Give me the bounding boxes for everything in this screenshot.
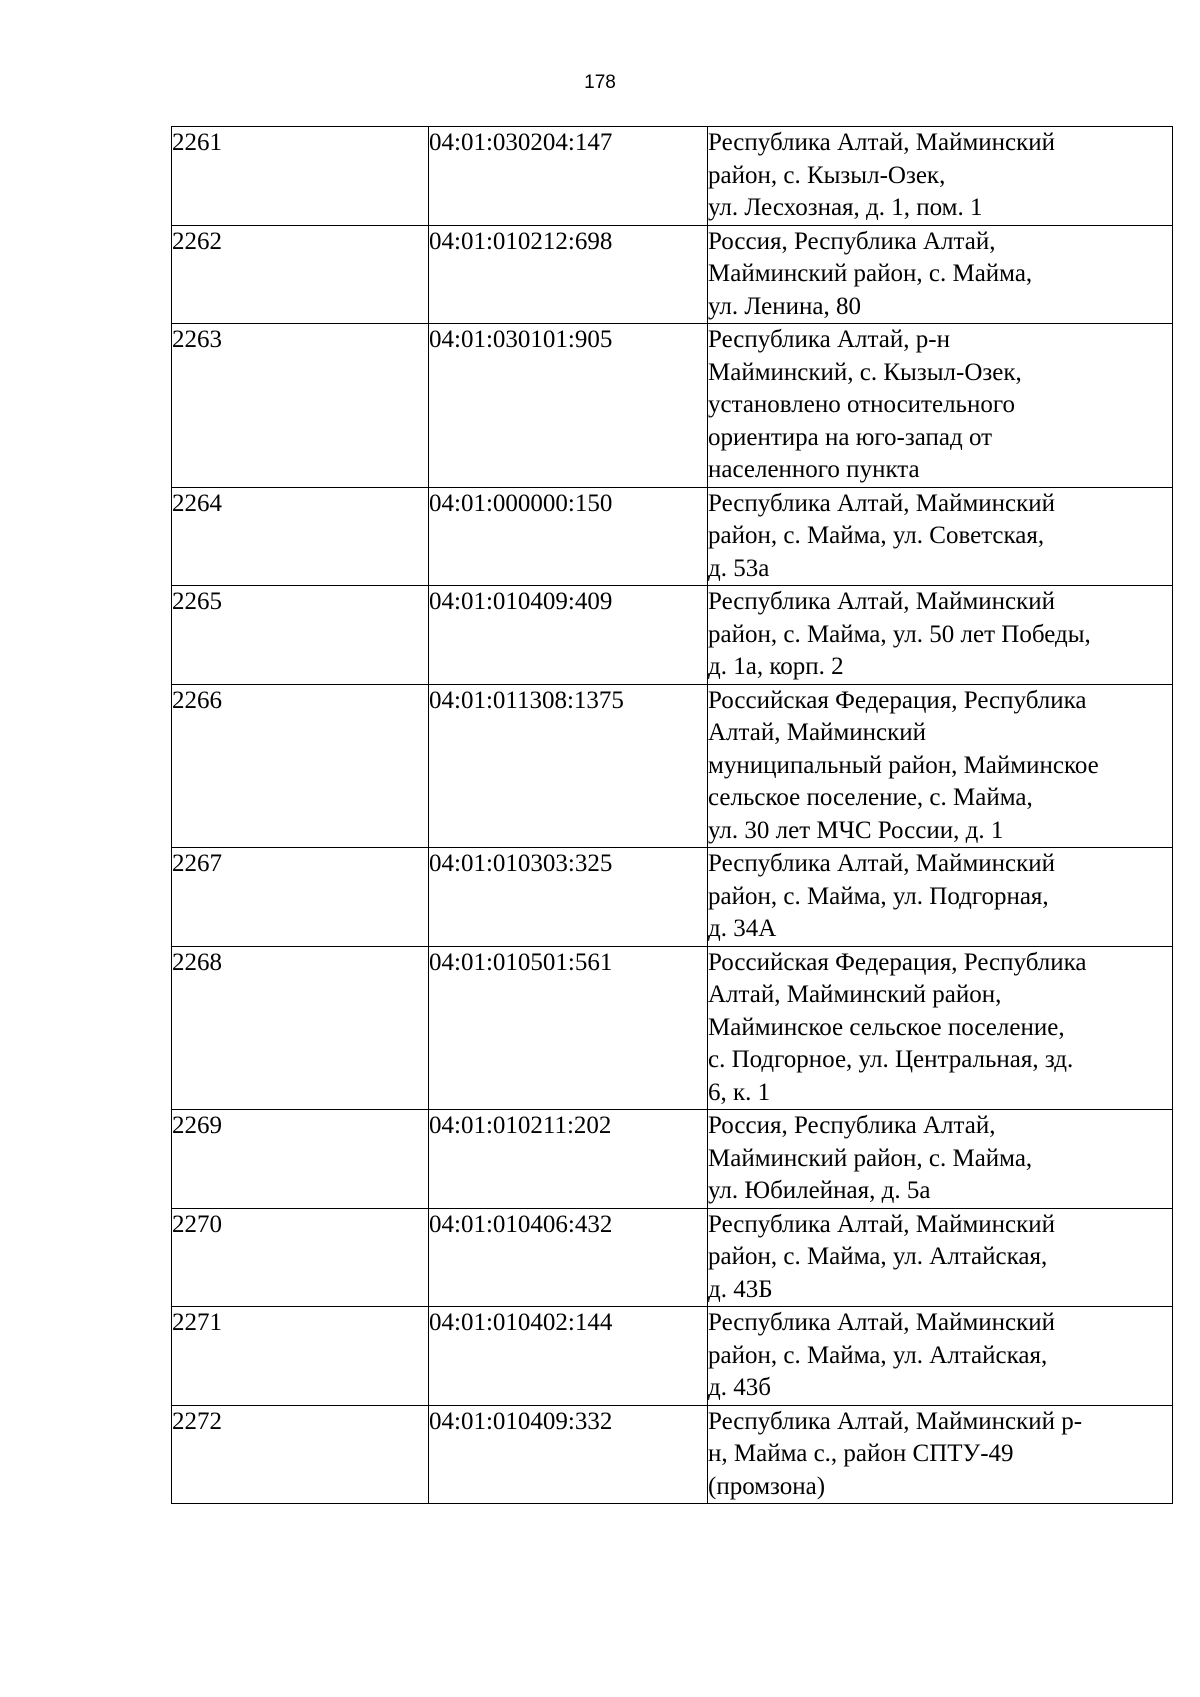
table-row [172, 127, 1173, 226]
address-line: 6, к. 1 [708, 1078, 771, 1106]
row-number-cell: 2269 [172, 1110, 429, 1209]
address-line: Республика Алтай, Майминский [708, 1210, 1056, 1238]
address-line: район, с. Кызыл-Озек, [708, 161, 946, 189]
address-line: с. Подгорное, ул. Центральная, зд. [708, 1046, 1074, 1073]
address-line: Россия, Республика Алтай, [708, 1112, 996, 1139]
property-registry-table [171, 126, 1173, 1504]
address-line: (промзона) [708, 1472, 826, 1500]
address-line: населенного пункта [708, 456, 920, 483]
cadastral-number-cell: 04:01:000000:150 [429, 487, 708, 586]
address-line: Республика Алтай, Майминский [708, 1309, 1056, 1336]
address-line: д. 43Б [708, 1275, 773, 1303]
address-line: Российская Федерация, Республика [708, 686, 1087, 714]
address-line: район, с. Майма, ул. 50 лет Победы, [708, 620, 1091, 648]
address-line: Майминское сельское поселение, [708, 1013, 1065, 1041]
address-line: Республика Алтай, р-н [708, 326, 950, 353]
address-cell [708, 127, 1173, 226]
row-number-cell: 2266 [172, 684, 429, 848]
address-line: муниципальный район, Майминское [708, 751, 1099, 779]
row-number-cell: 2261 [172, 127, 429, 226]
address-cell [708, 586, 1173, 685]
cadastral-number-cell: 04:01:010402:144 [429, 1307, 708, 1406]
table-row [172, 848, 1173, 947]
address-line: Республика Алтай, Майминский [708, 129, 1056, 156]
cadastral-number-cell: 04:01:010211:202 [429, 1110, 708, 1209]
address-line: Алтай, Майминский район, [708, 981, 1002, 1008]
address-line: ориентира на юго-запад от [708, 423, 993, 451]
address-line: д. 43б [708, 1374, 771, 1401]
cadastral-number-cell: 04:01:010212:698 [429, 225, 708, 324]
row-number-cell: 2272 [172, 1405, 429, 1504]
registry-table-body [172, 127, 1173, 1504]
table-row [172, 946, 1173, 1110]
address-cell [708, 684, 1173, 848]
address-line: Россия, Республика Алтай, [708, 227, 996, 255]
table-row [172, 1110, 1173, 1209]
address-line: д. 53а [708, 554, 770, 582]
table-row [172, 487, 1173, 586]
address-cell [708, 946, 1173, 1110]
address-line: Республика Алтай, Майминский [708, 850, 1056, 877]
address-line: н, Майма с., район СПТУ-49 [708, 1440, 1014, 1467]
address-cell [708, 1110, 1173, 1209]
table-row [172, 684, 1173, 848]
row-number-cell: 2264 [172, 487, 429, 586]
row-number-cell: 2262 [172, 225, 429, 324]
row-number-cell: 2265 [172, 586, 429, 685]
table-row [172, 1307, 1173, 1406]
address-line: район, с. Майма, ул. Советская, [708, 522, 1045, 549]
table-row [172, 225, 1173, 324]
cadastral-number-cell: 04:01:010303:325 [429, 848, 708, 947]
address-line: ул. Ленина, 80 [708, 292, 861, 320]
row-number-cell: 2271 [172, 1307, 429, 1406]
address-line: д. 1а, корп. 2 [708, 653, 844, 680]
row-number-cell: 2263 [172, 324, 429, 488]
address-line: установлено относительного [708, 391, 1015, 418]
address-line: ул. Лесхозная, д. 1, пом. 1 [708, 194, 983, 221]
address-cell [708, 225, 1173, 324]
address-line: ул. Юбилейная, д. 5а [708, 1177, 931, 1204]
address-line: Майминский район, с. Майма, [708, 260, 1033, 287]
address-line: Алтай, Майминский [708, 719, 927, 746]
table-row [172, 1208, 1173, 1307]
address-line: сельское поселение, с. Майма, [708, 784, 1033, 811]
address-line: ул. 30 лет МЧС России, д. 1 [708, 816, 1004, 844]
row-number-cell: 2268 [172, 946, 429, 1110]
address-line: район, с. Майма, ул. Подгорная, [708, 882, 1049, 910]
address-line: Республика Алтай, Майминский р- [708, 1407, 1083, 1435]
cadastral-number-cell: 04:01:010501:561 [429, 946, 708, 1110]
cadastral-number-cell: 04:01:010409:332 [429, 1405, 708, 1504]
cadastral-number-cell: 04:01:030101:905 [429, 324, 708, 488]
address-line: Майминский, с. Кызыл-Озек, [708, 358, 1022, 386]
cadastral-number-cell: 04:01:010409:409 [429, 586, 708, 685]
address-line: район, с. Майма, ул. Алтайская, [708, 1341, 1048, 1369]
address-cell [708, 1208, 1173, 1307]
address-line: Республика Алтай, Майминский [708, 588, 1056, 615]
address-line: район, с. Майма, ул. Алтайская, [708, 1243, 1048, 1270]
address-cell [708, 1307, 1173, 1406]
page-number: 178 [584, 72, 616, 93]
cadastral-number-cell: 04:01:030204:147 [429, 127, 708, 226]
address-cell [708, 1405, 1173, 1504]
address-cell [708, 324, 1173, 488]
cadastral-number-cell: 04:01:011308:1375 [429, 684, 708, 848]
row-number-cell: 2267 [172, 848, 429, 947]
table-row [172, 586, 1173, 685]
address-line: Майминский район, с. Майма, [708, 1144, 1033, 1172]
address-cell [708, 487, 1173, 586]
table-row [172, 324, 1173, 488]
row-number-cell: 2270 [172, 1208, 429, 1307]
address-line: д. 34А [708, 915, 777, 942]
address-cell [708, 848, 1173, 947]
address-line: Российская Федерация, Республика [708, 948, 1087, 976]
address-line: Республика Алтай, Майминский [708, 489, 1056, 517]
table-row [172, 1405, 1173, 1504]
cadastral-number-cell: 04:01:010406:432 [429, 1208, 708, 1307]
